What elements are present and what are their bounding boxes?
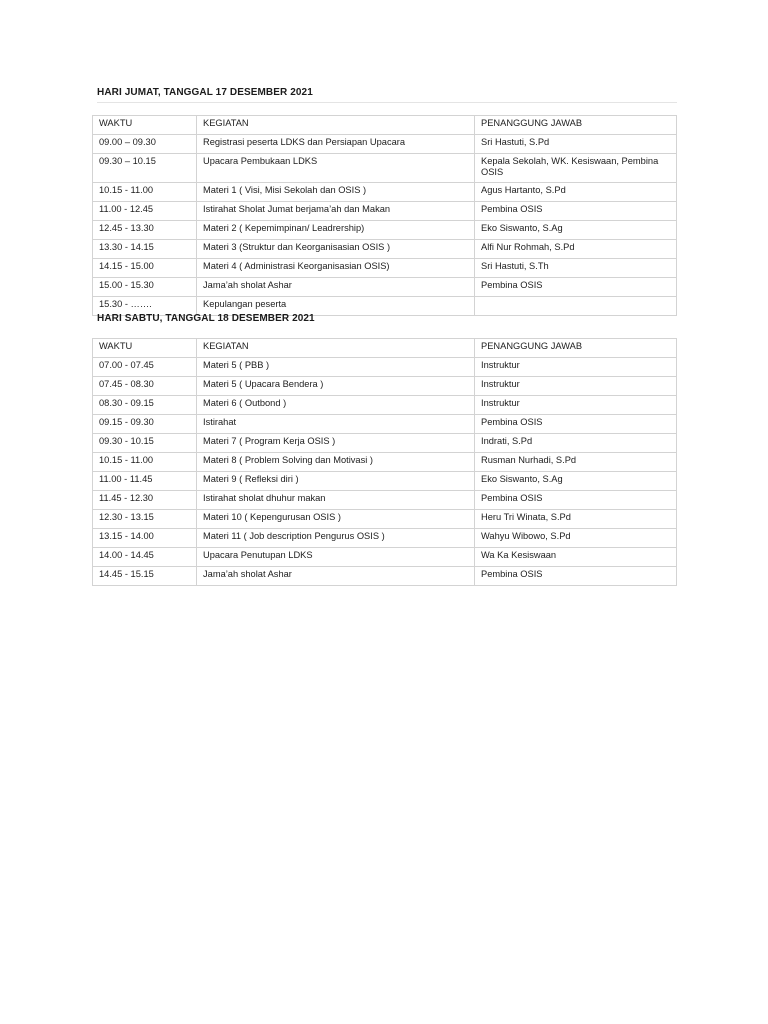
cell-kegiatan: Materi 11 ( Job description Pengurus OSIS )	[197, 529, 475, 548]
table-row	[93, 278, 677, 297]
cell-penanggung-jawab: Alfi Nur Rohmah, S.Pd	[475, 240, 677, 259]
cell-waktu: 11.00 - 11.45	[93, 472, 197, 491]
schedule-table-day2-clip	[92, 338, 678, 579]
cell-kegiatan: Materi 1 ( Visi, Misi Sekolah dan OSIS )	[197, 183, 475, 202]
cell-kegiatan: Registrasi peserta LDKS dan Persiapan Upacara	[197, 135, 475, 154]
cell-waktu: 15.30 - …….	[93, 297, 197, 316]
table-row	[93, 548, 677, 567]
cell-penanggung-jawab: Sri Hastuti, S.Pd	[475, 135, 677, 154]
table-row	[93, 240, 677, 259]
cell-penanggung-jawab: Instruktur	[475, 358, 677, 377]
cell-kegiatan: Materi 6 ( Outbond )	[197, 396, 475, 415]
cell-penanggung-jawab: Kepala Sekolah, WK. Kesiswaan, Pembina OSIS	[475, 154, 677, 183]
cell-kegiatan: Materi 5 ( Upacara Bendera )	[197, 377, 475, 396]
cell-kegiatan: Istirahat	[197, 415, 475, 434]
header-waktu: WAKTU	[93, 339, 197, 358]
cell-waktu: 09.00 – 09.30	[93, 135, 197, 154]
table-row	[93, 135, 677, 154]
table-header-row	[93, 339, 677, 358]
header-kegiatan: KEGIATAN	[197, 339, 475, 358]
cell-waktu: 09.15 - 09.30	[93, 415, 197, 434]
cell-waktu: 13.30 - 14.15	[93, 240, 197, 259]
table-row	[93, 259, 677, 278]
schedule-table-day2	[92, 338, 677, 586]
header-penanggung-jawab: PENANGGUNG JAWAB	[475, 116, 677, 135]
cell-kegiatan: Materi 7 ( Program Kerja OSIS )	[197, 434, 475, 453]
cell-kegiatan: Jama’ah sholat Ashar	[197, 278, 475, 297]
cell-waktu: 14.45 - 15.15	[93, 567, 197, 586]
cell-kegiatan: Materi 5 ( PBB )	[197, 358, 475, 377]
header-waktu: WAKTU	[93, 116, 197, 135]
table-row	[93, 202, 677, 221]
schedule-table-day1	[92, 115, 677, 316]
table-row	[93, 453, 677, 472]
cell-waktu: 10.15 - 11.00	[93, 453, 197, 472]
cell-kegiatan: Materi 3 (Struktur dan Keorganisasian OSIS )	[197, 240, 475, 259]
cell-kegiatan: Materi 8 ( Problem Solving dan Motivasi )	[197, 453, 475, 472]
cell-kegiatan: Materi 9 ( Refleksi diri )	[197, 472, 475, 491]
cell-kegiatan: Istirahat sholat dhuhur makan	[197, 491, 475, 510]
day1-title-text: HARI JUMAT, TANGGAL 17 DESEMBER 2021	[97, 87, 313, 98]
cell-penanggung-jawab: Agus Hartanto, S.Pd	[475, 183, 677, 202]
cell-kegiatan: Istirahat Sholat Jumat berjama’ah dan Makan	[197, 202, 475, 221]
cell-penanggung-jawab: Instruktur	[475, 396, 677, 415]
cell-penanggung-jawab: Sri Hastuti, S.Th	[475, 259, 677, 278]
cell-waktu: 11.45 - 12.30	[93, 491, 197, 510]
cell-penanggung-jawab: Indrati, S.Pd	[475, 434, 677, 453]
table-header-row	[93, 116, 677, 135]
cell-kegiatan: Materi 10 ( Kepengurusan OSIS )	[197, 510, 475, 529]
cell-penanggung-jawab: Pembina OSIS	[475, 415, 677, 434]
table-row	[93, 529, 677, 548]
section-title-day1	[97, 87, 677, 103]
cell-penanggung-jawab: Instruktur	[475, 377, 677, 396]
header-kegiatan: KEGIATAN	[197, 116, 475, 135]
table-row	[93, 377, 677, 396]
cell-kegiatan: Upacara Pembukaan LDKS	[197, 154, 475, 183]
table-row	[93, 415, 677, 434]
section-title-day2: HARI SABTU, TANGGAL 18 DESEMBER 2021	[97, 313, 315, 324]
cell-kegiatan: Materi 2 ( Kepemimpinan/ Leadrership)	[197, 221, 475, 240]
cell-penanggung-jawab: Heru Tri Winata, S.Pd	[475, 510, 677, 529]
table-row	[93, 567, 677, 586]
cell-waktu: 09.30 – 10.15	[93, 154, 197, 183]
cell-waktu: 15.00 - 15.30	[93, 278, 197, 297]
cell-waktu: 08.30 - 09.15	[93, 396, 197, 415]
cell-waktu: 07.00 - 07.45	[93, 358, 197, 377]
cell-kegiatan: Materi 4 ( Administrasi Keorganisasian OSIS)	[197, 259, 475, 278]
cell-penanggung-jawab: Eko Siswanto, S.Ag	[475, 221, 677, 240]
header-penanggung-jawab: PENANGGUNG JAWAB	[475, 339, 677, 358]
cell-penanggung-jawab: Wa Ka Kesiswaan	[475, 548, 677, 567]
cell-penanggung-jawab: Eko Siswanto, S.Ag	[475, 472, 677, 491]
cell-kegiatan: Jama’ah sholat Ashar	[197, 567, 475, 586]
table-row	[93, 221, 677, 240]
cell-waktu: 07.45 - 08.30	[93, 377, 197, 396]
cell-penanggung-jawab: Pembina OSIS	[475, 278, 677, 297]
table-row	[93, 491, 677, 510]
table-row	[93, 154, 677, 183]
cell-waktu: 09.30 - 10.15	[93, 434, 197, 453]
cell-waktu: 13.15 - 14.00	[93, 529, 197, 548]
cell-penanggung-jawab: Rusman Nurhadi, S.Pd	[475, 453, 677, 472]
table-row	[93, 510, 677, 529]
cell-waktu: 12.30 - 13.15	[93, 510, 197, 529]
cell-waktu: 12.45 - 13.30	[93, 221, 197, 240]
cell-waktu: 14.00 - 14.45	[93, 548, 197, 567]
cell-penanggung-jawab: Pembina OSIS	[475, 491, 677, 510]
cell-waktu: 10.15 - 11.00	[93, 183, 197, 202]
cell-penanggung-jawab: Pembina OSIS	[475, 202, 677, 221]
cell-kegiatan: Upacara Penutupan LDKS	[197, 548, 475, 567]
table-row	[93, 472, 677, 491]
table-row	[93, 358, 677, 377]
cell-kegiatan: Kepulangan peserta	[197, 297, 475, 316]
table-row	[93, 396, 677, 415]
cell-waktu: 11.00 - 12.45	[93, 202, 197, 221]
cell-penanggung-jawab: Wahyu Wibowo, S.Pd	[475, 529, 677, 548]
table-row	[93, 434, 677, 453]
cell-penanggung-jawab: Pembina OSIS	[475, 567, 677, 586]
cell-penanggung-jawab	[475, 297, 677, 316]
table-row	[93, 183, 677, 202]
cell-waktu: 14.15 - 15.00	[93, 259, 197, 278]
